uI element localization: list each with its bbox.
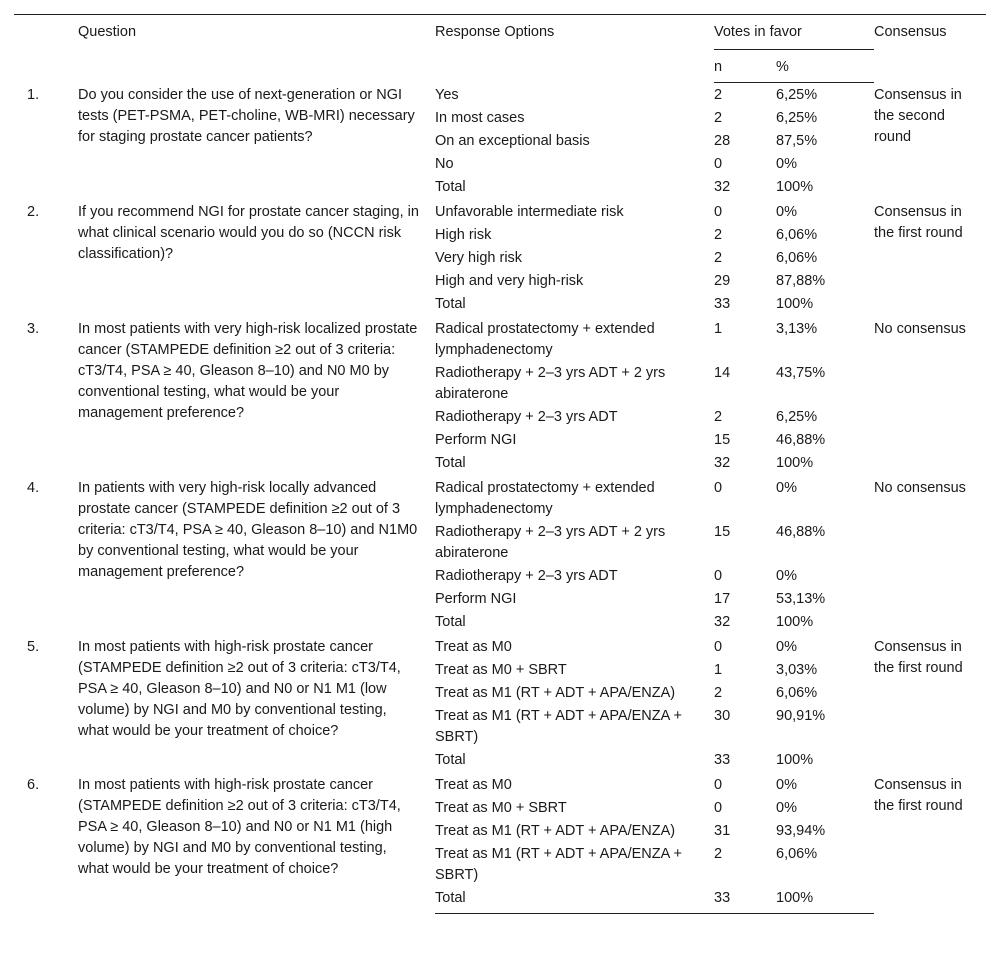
vote-count: 14 (714, 365, 731, 381)
response-option: High and very high-risk (435, 273, 584, 289)
vote-count: 0 (714, 156, 723, 172)
response-option: In most cases (435, 110, 525, 126)
header-percent: % (776, 50, 874, 83)
vote-count: 28 (714, 133, 731, 149)
response-option: Treat as M1 (RT + ADT + APA/ENZA + SBRT) (435, 708, 683, 745)
vote-percent: 6,06% (776, 227, 818, 243)
question-number: 5. (27, 639, 40, 655)
vote-percent: 46,88% (776, 524, 826, 540)
response-option: Unfavorable intermediate risk (435, 204, 624, 220)
response-option: Radiotherapy + 2–3 yrs ADT + 2 yrs abiraterone (435, 365, 666, 402)
vote-count: 31 (714, 823, 731, 839)
vote-count: 30 (714, 708, 731, 724)
response-option: Radical prostatectomy + extended lymphadenectomy (435, 480, 655, 517)
vote-count: 33 (714, 888, 776, 914)
vote-percent: 0% (776, 777, 797, 793)
response-option: Treat as M1 (RT + ADT + APA/ENZA + SBRT) (435, 846, 683, 883)
header-consensus: Consensus (874, 15, 986, 83)
vote-percent: 0% (776, 156, 797, 172)
vote-percent: 6,06% (776, 685, 818, 701)
vote-percent: 43,75% (776, 365, 826, 381)
consensus-status: Consensus in the first round (874, 639, 963, 676)
vote-count: 33 (714, 296, 731, 312)
question-text: In most patients with high-risk prostate cancer (STAMPEDE definition ≥2 out of 3 criteria: cT3/T4, PSA ≥ 40, Gleason 8–10) and N0 or N1 M1 (low volume) by NGI and M0 by conventional testing, what would be your treatment of choice? (78, 639, 401, 739)
consensus-status: No consensus (874, 321, 966, 337)
vote-count: 0 (714, 800, 723, 816)
consensus-status: Consensus in the first round (874, 777, 963, 814)
vote-count: 2 (714, 227, 723, 243)
vote-percent: 100% (776, 296, 814, 312)
table-row (14, 635, 986, 660)
response-option: Yes (435, 86, 459, 103)
vote-count: 33 (714, 752, 731, 768)
vote-percent: 6,25% (776, 409, 818, 425)
response-option: Treat as M1 (RT + ADT + APA/ENZA) (435, 823, 676, 839)
vote-count: 32 (714, 614, 731, 630)
consensus-status: Consensus in the second round (874, 86, 962, 145)
vote-percent: 6,25% (776, 110, 818, 126)
vote-count: 2 (714, 685, 723, 701)
vote-count: 2 (714, 87, 723, 103)
table-row (14, 773, 986, 798)
vote-percent: 6,06% (776, 846, 818, 862)
question-number: 3. (27, 321, 40, 337)
vote-percent: 100% (776, 888, 874, 914)
vote-count: 0 (714, 480, 723, 496)
response-option: On an exceptional basis (435, 133, 590, 149)
header-question: Question (78, 15, 435, 83)
response-option: Total (435, 888, 714, 914)
vote-count: 15 (714, 432, 731, 448)
question-number: 2. (27, 204, 40, 220)
vote-percent: 87,5% (776, 133, 818, 149)
vote-count: 17 (714, 591, 731, 607)
question-text: Do you consider the use of next-generation or NGI tests (PET-PSMA, PET-choline, WB-MRI) necessary for staging prostate cancer patients? (78, 86, 415, 145)
vote-count: 1 (714, 321, 723, 337)
vote-percent: 0% (776, 800, 797, 816)
question-text: In most patients with high-risk prostate cancer (STAMPEDE definition ≥2 out of 3 criteria: cT3/T4, PSA ≥ 40, Gleason 8–10) and N0 or N1 M1 (high volume) by NGI and M0 by conventional testing, what would be your treatment of choice? (78, 777, 401, 877)
question-number: 4. (27, 480, 40, 496)
vote-percent: 46,88% (776, 432, 826, 448)
response-option: High risk (435, 227, 492, 243)
response-option: No (435, 156, 454, 172)
question-text: In patients with very high-risk locally advanced prostate cancer (STAMPEDE definition ≥2 out of 3 criteria: cT3/T4, PSA ≥ 40, Gleason 8–10) and N1M0 by conventional testing, what would be your management preference? (78, 480, 418, 580)
header-response-options: Response Options (435, 15, 714, 83)
vote-count: 32 (714, 455, 731, 471)
vote-count: 29 (714, 273, 731, 289)
table-row (14, 83, 986, 109)
vote-percent: 3,03% (776, 662, 818, 678)
vote-count: 0 (714, 568, 723, 584)
table-row (14, 476, 986, 522)
vote-percent: 93,94% (776, 823, 826, 839)
response-option: Total (435, 296, 466, 312)
vote-percent: 0% (776, 639, 797, 655)
vote-percent: 87,88% (776, 273, 826, 289)
response-option: Treat as M0 + SBRT (435, 662, 567, 678)
response-option: Treat as M0 (435, 777, 512, 793)
response-option: Radiotherapy + 2–3 yrs ADT (435, 409, 618, 425)
consensus-status: Consensus in the first round (874, 204, 963, 241)
vote-count: 2 (714, 846, 723, 862)
table-row (14, 200, 986, 225)
vote-count: 15 (714, 524, 731, 540)
response-option: Radiotherapy + 2–3 yrs ADT (435, 568, 618, 584)
response-option: Radical prostatectomy + extended lymphadenectomy (435, 321, 655, 358)
response-option: Perform NGI (435, 432, 517, 448)
response-option: Treat as M0 (435, 639, 512, 655)
header-n: n (714, 50, 776, 83)
question-text: In most patients with very high-risk localized prostate cancer (STAMPEDE definition ≥2 out of 3 criteria: cT3/T4, PSA ≥ 40, Gleason 8–10) and N0 M0 by conventional testing, what would be your management preference? (78, 321, 418, 421)
vote-count: 2 (714, 409, 723, 425)
vote-percent: 100% (776, 179, 814, 195)
vote-percent: 6,25% (776, 87, 818, 103)
vote-count: 2 (714, 250, 723, 266)
response-option: Radiotherapy + 2–3 yrs ADT + 2 yrs abiraterone (435, 524, 666, 561)
vote-percent: 0% (776, 204, 797, 220)
response-option: Total (435, 455, 466, 471)
vote-percent: 100% (776, 455, 814, 471)
response-option: Total (435, 614, 466, 630)
consensus-status: No consensus (874, 480, 966, 496)
vote-percent: 53,13% (776, 591, 826, 607)
header-row (14, 15, 986, 50)
vote-count: 0 (714, 639, 723, 655)
vote-percent: 100% (776, 614, 814, 630)
question-text: If you recommend NGI for prostate cancer staging, in what clinical scenario would you do so (NCCN risk classification)? (78, 204, 419, 262)
response-option: Total (435, 179, 466, 195)
response-option: Perform NGI (435, 591, 517, 607)
vote-count: 0 (714, 777, 723, 793)
response-option: Total (435, 752, 466, 768)
vote-percent: 100% (776, 752, 814, 768)
header-votes-in-favor: Votes in favor (714, 15, 874, 50)
header-number (14, 15, 78, 83)
vote-percent: 6,06% (776, 250, 818, 266)
consensus-table (14, 14, 986, 914)
question-number: 1. (27, 86, 40, 103)
vote-count: 2 (714, 110, 723, 126)
vote-percent: 0% (776, 568, 797, 584)
response-option: Treat as M0 + SBRT (435, 800, 567, 816)
question-number: 6. (27, 777, 40, 793)
response-option: Treat as M1 (RT + ADT + APA/ENZA) (435, 685, 676, 701)
vote-count: 1 (714, 662, 723, 678)
vote-percent: 3,13% (776, 321, 818, 337)
vote-percent: 90,91% (776, 708, 826, 724)
vote-count: 32 (714, 179, 731, 195)
response-option: Very high risk (435, 250, 523, 266)
vote-count: 0 (714, 204, 723, 220)
table-body (14, 83, 986, 914)
table-row (14, 317, 986, 363)
vote-percent: 0% (776, 480, 797, 496)
